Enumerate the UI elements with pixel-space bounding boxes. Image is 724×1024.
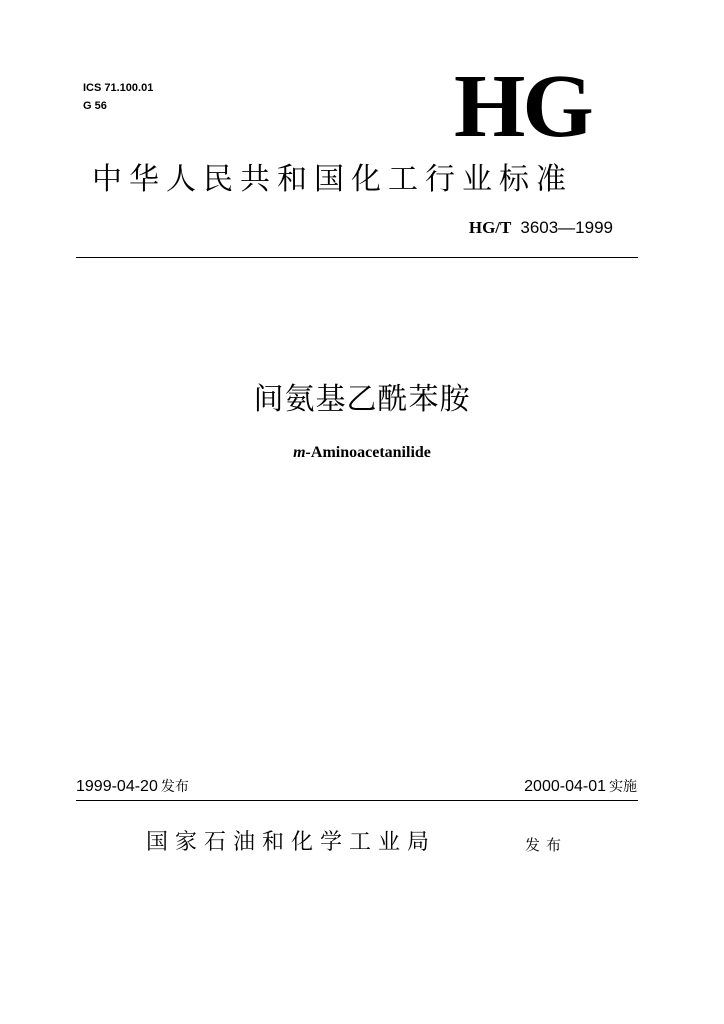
implement-date [524,776,637,796]
publish-date [76,776,189,796]
english-title [0,444,724,462]
english-title-main: Aminoacetanilide [310,444,431,461]
ics-code: ICS 71.100.01 [83,82,154,94]
hg-logo: HG [454,57,591,156]
issuing-authority: 国家石油和化学工业局 [146,830,437,855]
chinese-title: 间氨基乙酰苯胺 [253,382,471,417]
publish-date-value: 1999-04-20 [76,778,158,795]
standard-number-value: 3603—1999 [520,218,613,237]
implement-date-value: 2000-04-01 [524,778,606,795]
classification-code: G 56 [83,100,107,112]
bottom-divider [76,800,638,801]
english-title-prefix: m- [293,444,311,461]
publish-label: 发布 [160,779,189,795]
implement-label: 实施 [609,779,637,795]
issue-word: 发布 [525,836,568,854]
top-divider [76,257,638,258]
standard-number [469,218,613,238]
standard-category-title: 中华人民共和国化工行业标准 [92,162,573,197]
standard-prefix: HG/T [468,218,512,237]
